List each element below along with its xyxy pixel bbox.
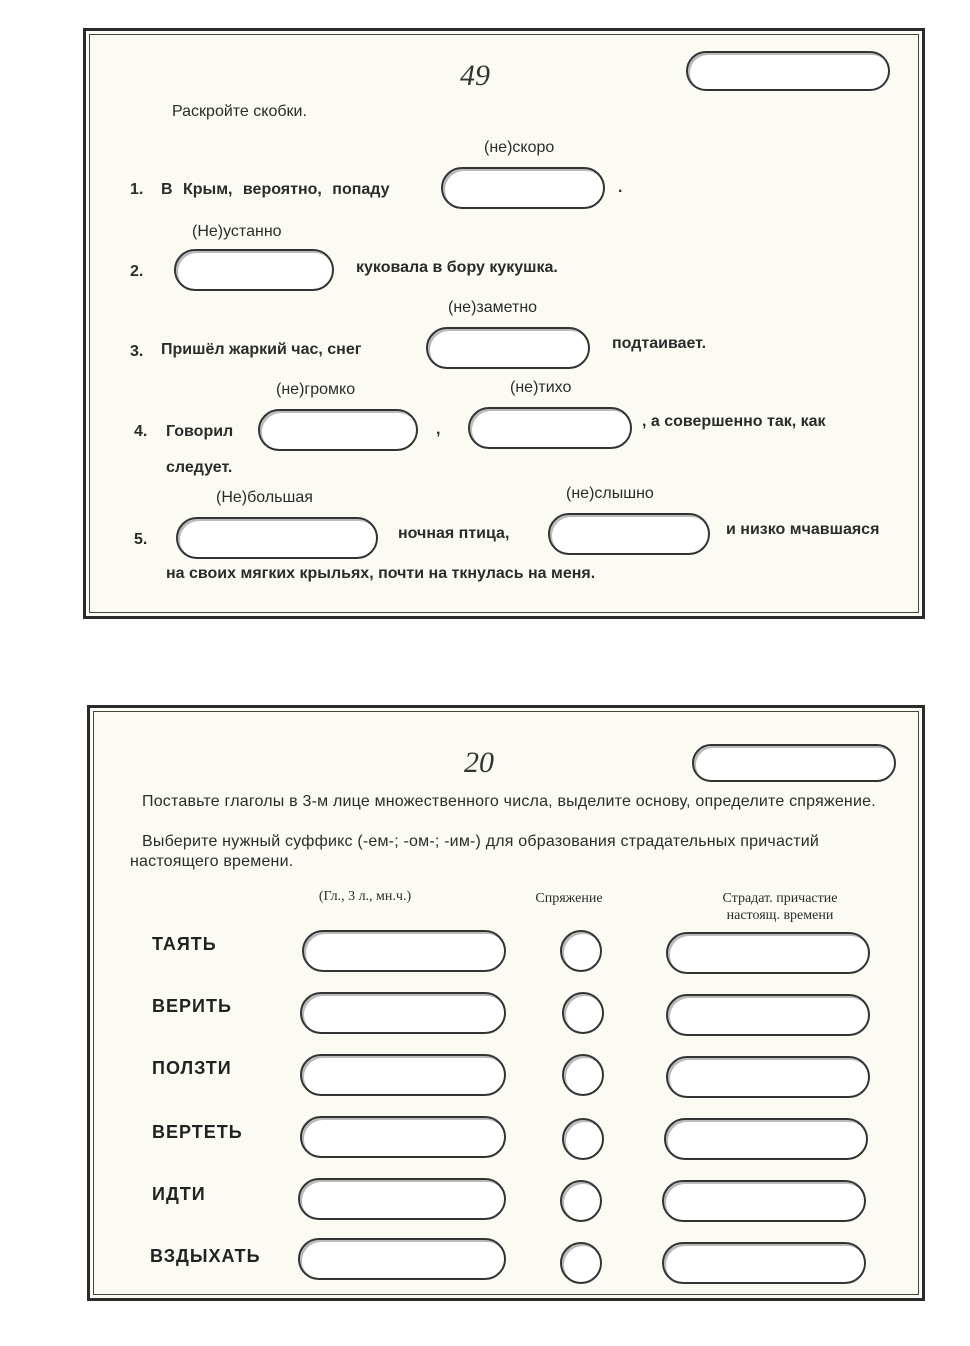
conjugation-slot[interactable]: [562, 1118, 604, 1160]
verb-label: ПОЛЗТИ: [152, 1058, 232, 1078]
exercise-card-49: [83, 28, 925, 619]
conjugation-slot[interactable]: [562, 1054, 604, 1096]
verb-label: ВЗДЫХАТЬ: [150, 1246, 261, 1266]
exercise-number: 20: [464, 746, 494, 779]
item-4-hint-2: (не)тихо: [510, 379, 572, 396]
conjugation-slot[interactable]: [560, 930, 602, 972]
column-header-conjugation: Спряжение: [535, 891, 603, 906]
conjugation-slot[interactable]: [560, 1242, 602, 1284]
item-2-answer-slot[interactable]: [174, 249, 334, 291]
verb-form-slot[interactable]: [298, 1178, 506, 1220]
column-header-participle-1: Страдат. причастие: [722, 891, 838, 906]
item-5-mid-text: ночная птица,: [398, 525, 510, 542]
verb-form-slot[interactable]: [300, 992, 506, 1034]
item-3-answer-slot[interactable]: [426, 327, 590, 369]
item-4-number: 4.: [134, 423, 148, 440]
participle-slot[interactable]: [666, 1056, 870, 1098]
instruction-2: Выберите нужный суффикс (-ем-; -ом-; -им-) для образования страдательных причастий настоящего времени.: [130, 833, 820, 870]
column-header-participle-2: настоящ. времени: [726, 908, 834, 923]
item-2-hint: (Не)устанно: [192, 223, 282, 240]
item-5-answer-slot-2[interactable]: [548, 513, 710, 555]
verb-label: ВЕРТЕТЬ: [152, 1122, 243, 1142]
item-5-answer-slot-1[interactable]: [176, 517, 378, 559]
item-2-number: 2.: [130, 263, 144, 280]
participle-slot[interactable]: [664, 1118, 868, 1160]
item-4-line2: следует.: [166, 459, 233, 476]
item-4-comma: ,: [436, 421, 441, 438]
verb-form-slot[interactable]: [300, 1116, 506, 1158]
exercise-card-20: [87, 705, 925, 1301]
item-3-hint: (не)заметно: [448, 299, 538, 316]
item-4-text: Говорил: [166, 423, 234, 440]
item-3-text: Пришёл жаркий час, снег: [161, 341, 362, 358]
item-4-answer-slot-1[interactable]: [258, 409, 418, 451]
item-1-number: 1.: [130, 181, 144, 198]
item-5-number: 5.: [134, 531, 148, 548]
item-5-hint-1: (Не)большая: [216, 489, 313, 506]
column-header-verb-form: (Гл., 3 л., мн.ч.): [318, 889, 412, 904]
instruction: Раскройте скобки.: [172, 103, 307, 120]
item-4-answer-slot-2[interactable]: [468, 407, 632, 449]
item-1-text: В Крым, вероятно, попаду: [161, 181, 390, 198]
item-1-answer-slot[interactable]: [441, 167, 605, 209]
participle-slot[interactable]: [662, 1242, 866, 1284]
item-4-hint-1: (не)громко: [276, 381, 356, 398]
conjugation-slot[interactable]: [560, 1180, 602, 1222]
verb-form-slot[interactable]: [300, 1054, 506, 1096]
verb-label: ИДТИ: [152, 1184, 206, 1204]
conjugation-slot[interactable]: [562, 992, 604, 1034]
answer-slot-header[interactable]: [692, 744, 896, 782]
verb-label: ТАЯТЬ: [152, 934, 217, 954]
participle-slot[interactable]: [662, 1180, 866, 1222]
item-1-period: .: [618, 179, 623, 196]
item-5-text-after: и низко мчавшаяся: [726, 521, 880, 538]
participle-slot[interactable]: [666, 994, 870, 1036]
item-5-hint-2: (не)слышно: [566, 485, 654, 502]
item-2-text: куковала в бору кукушка.: [356, 259, 558, 276]
item-5-line2: на своих мягких крыльях, почти на ткнулась на меня.: [166, 565, 596, 582]
participle-slot[interactable]: [666, 932, 870, 974]
verb-form-slot[interactable]: [302, 930, 506, 972]
verb-form-slot[interactable]: [298, 1238, 506, 1280]
item-1-hint: (не)скоро: [484, 139, 555, 156]
instruction-1: Поставьте глаголы в 3-м лице множественного числа, выделите основу, определите спряжение.: [142, 793, 876, 810]
answer-slot-header[interactable]: [686, 51, 890, 91]
exercise-number: 49: [460, 59, 490, 92]
verb-label: ВЕРИТЬ: [152, 996, 232, 1016]
item-4-text-after: , а совершенно так, как: [642, 413, 826, 430]
item-3-number: 3.: [130, 343, 144, 360]
item-3-text-after: подтаивает.: [612, 335, 707, 352]
